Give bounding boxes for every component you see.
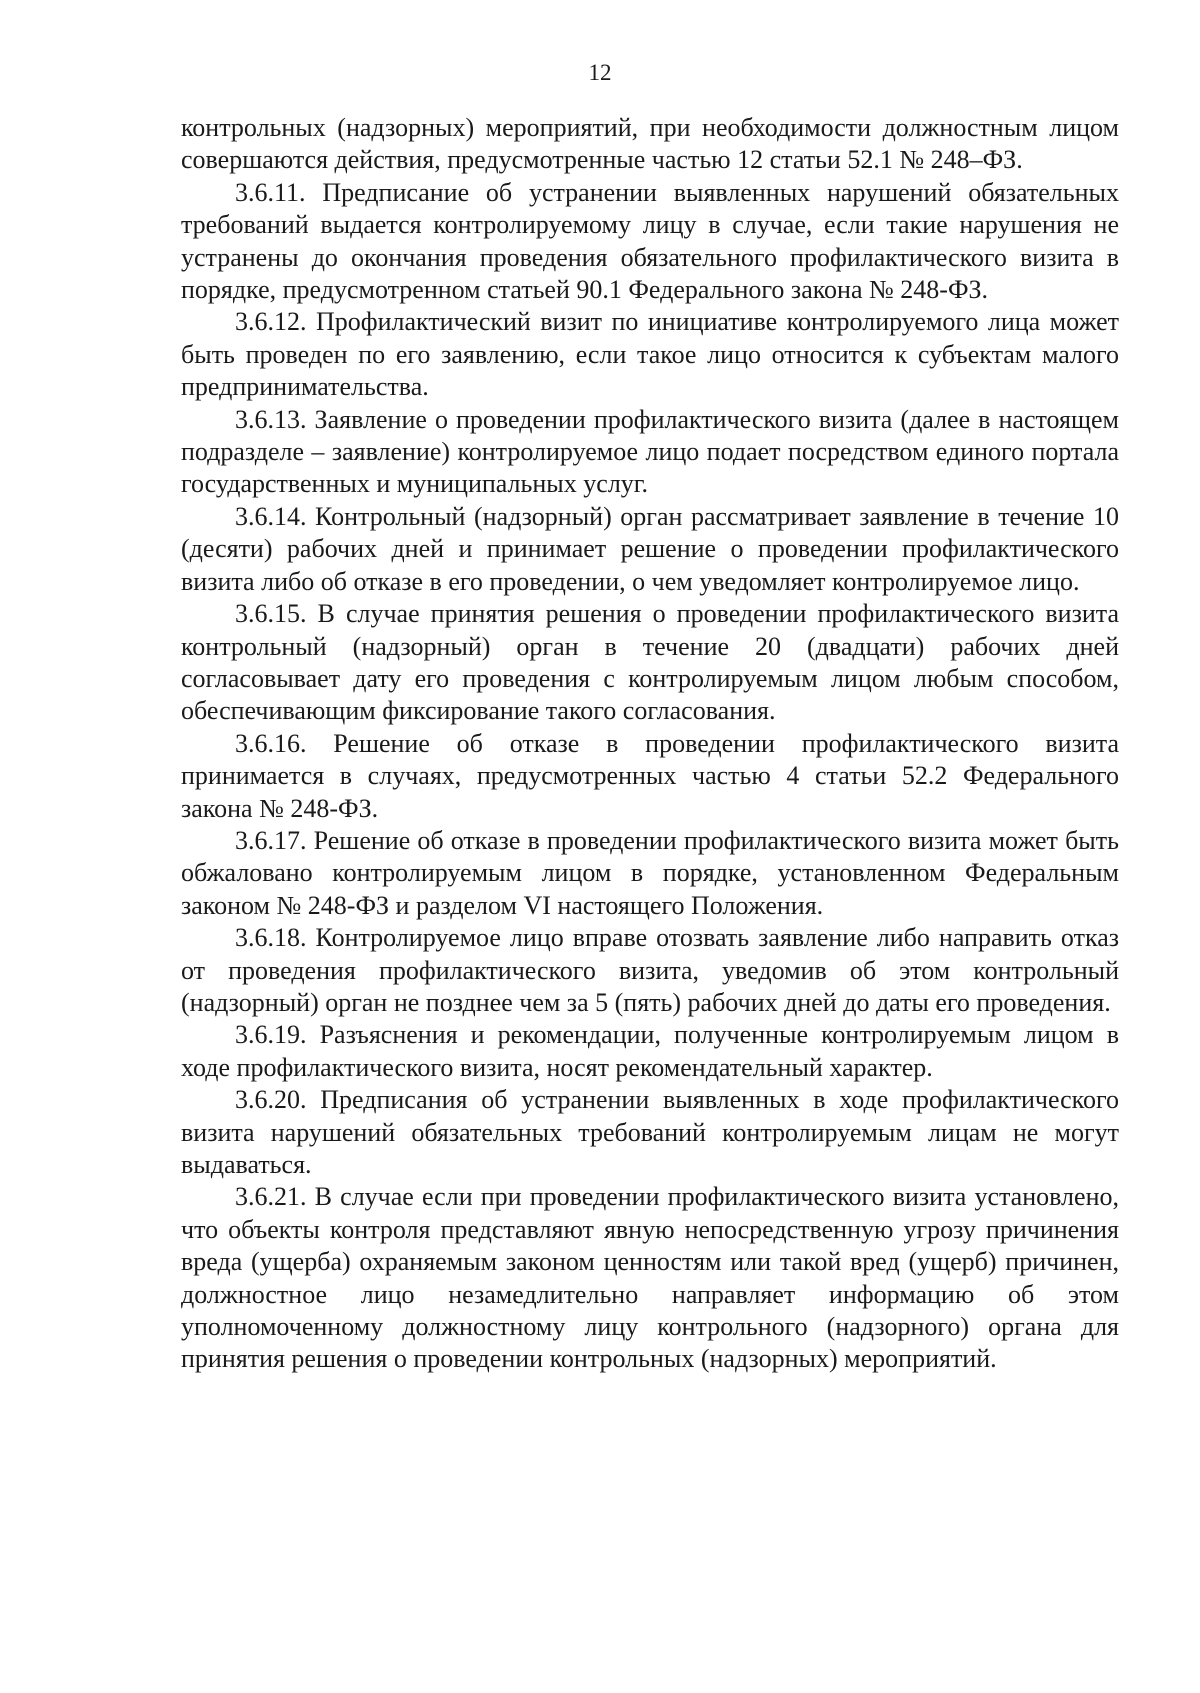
paragraph-3-6-19: 3.6.19. Разъяснения и рекомендации, полученные контролируемым лицом в ходе профилактического визита, носят рекомендательный характер. bbox=[181, 1020, 1119, 1082]
paragraph-3-6-14: 3.6.14. Контрольный (надзорный) орган рассматривает заявление в течение 10 (десяти) рабочих дней и принимает решение о проведении профилактического визита либо об отказе в его проведении, о чем уведомляет контролируемое лицо. bbox=[181, 501, 1119, 596]
document-body bbox=[181, 112, 1119, 1376]
page-number: 12 bbox=[588, 60, 612, 85]
paragraph-3-6-16: 3.6.16. Решение об отказе в проведении профилактического визита принимается в случаях, предусмотренных частью 4 статьи 52.2 Федерального закона № 248-ФЗ. bbox=[181, 728, 1119, 823]
paragraph-3-6-17: 3.6.17. Решение об отказе в проведении профилактического визита может быть обжаловано контролируемым лицом в порядке, установленном Федеральным законом № 248-ФЗ и разделом VI настоящего Положения. bbox=[181, 825, 1119, 920]
paragraph-3-6-15: 3.6.15. В случае принятия решения о проведении профилактического визита контрольный (надзорный) орган в течение 20 (двадцати) рабочих дней согласовывает дату его проведения с контролируемым лицом любым способом, обеспечивающим фиксирование такого согласования. bbox=[181, 599, 1119, 726]
paragraph-3-6-21: 3.6.21. В случае если при проведении профилактического визита установлено, что объекты контроля представляют явную непосредственную угрозу причинения вреда (ущерба) охраняемым законом ценностям или такой вред (ущерб) причинен, должностное лицо незамедлительно направляет информацию об этом уполномоченному должностному лицу контрольного (надзорного) органа для принятия решения о проведении контрольных (надзорных) мероприятий. bbox=[181, 1182, 1119, 1374]
paragraph-3-6-13: 3.6.13. Заявление о проведении профилактического визита (далее в настоящем подразделе – заявление) контролируемое лицо подает посредством единого портала государственных и муниципальных услуг. bbox=[181, 404, 1119, 499]
paragraph-3-6-12: 3.6.12. Профилактический визит по инициативе контролируемого лица может быть проведен по его заявлению, если такое лицо относится к субъектам малого предпринимательства. bbox=[181, 307, 1119, 402]
paragraph-3-6-18: 3.6.18. Контролируемое лицо вправе отозвать заявление либо направить отказ от проведения профилактического визита, уведомив об этом контрольный (надзорный) орган не позднее чем за 5 (пять) рабочих дней до даты его проведения. bbox=[181, 923, 1119, 1017]
paragraph-3-6-11: 3.6.11. Предписание об устранении выявленных нарушений обязательных требований выдается контролируемому лицу в случае, если такие нарушения не устранены до окончания проведения обязательного профилактического визита в порядке, предусмотренном статьей 90.1 Федерального закона № 248-ФЗ. bbox=[181, 177, 1119, 305]
paragraph-continuation: контрольных (надзорных) мероприятий, при необходимости должностным лицом совершаются действия, предусмотренные частью 12 статьи 52.1 № 248–ФЗ. bbox=[181, 113, 1119, 175]
paragraph-3-6-20: 3.6.20. Предписания об устранении выявленных в ходе профилактического визита нарушений обязательных требований контролируемым лицам не могут выдаваться. bbox=[181, 1085, 1119, 1179]
